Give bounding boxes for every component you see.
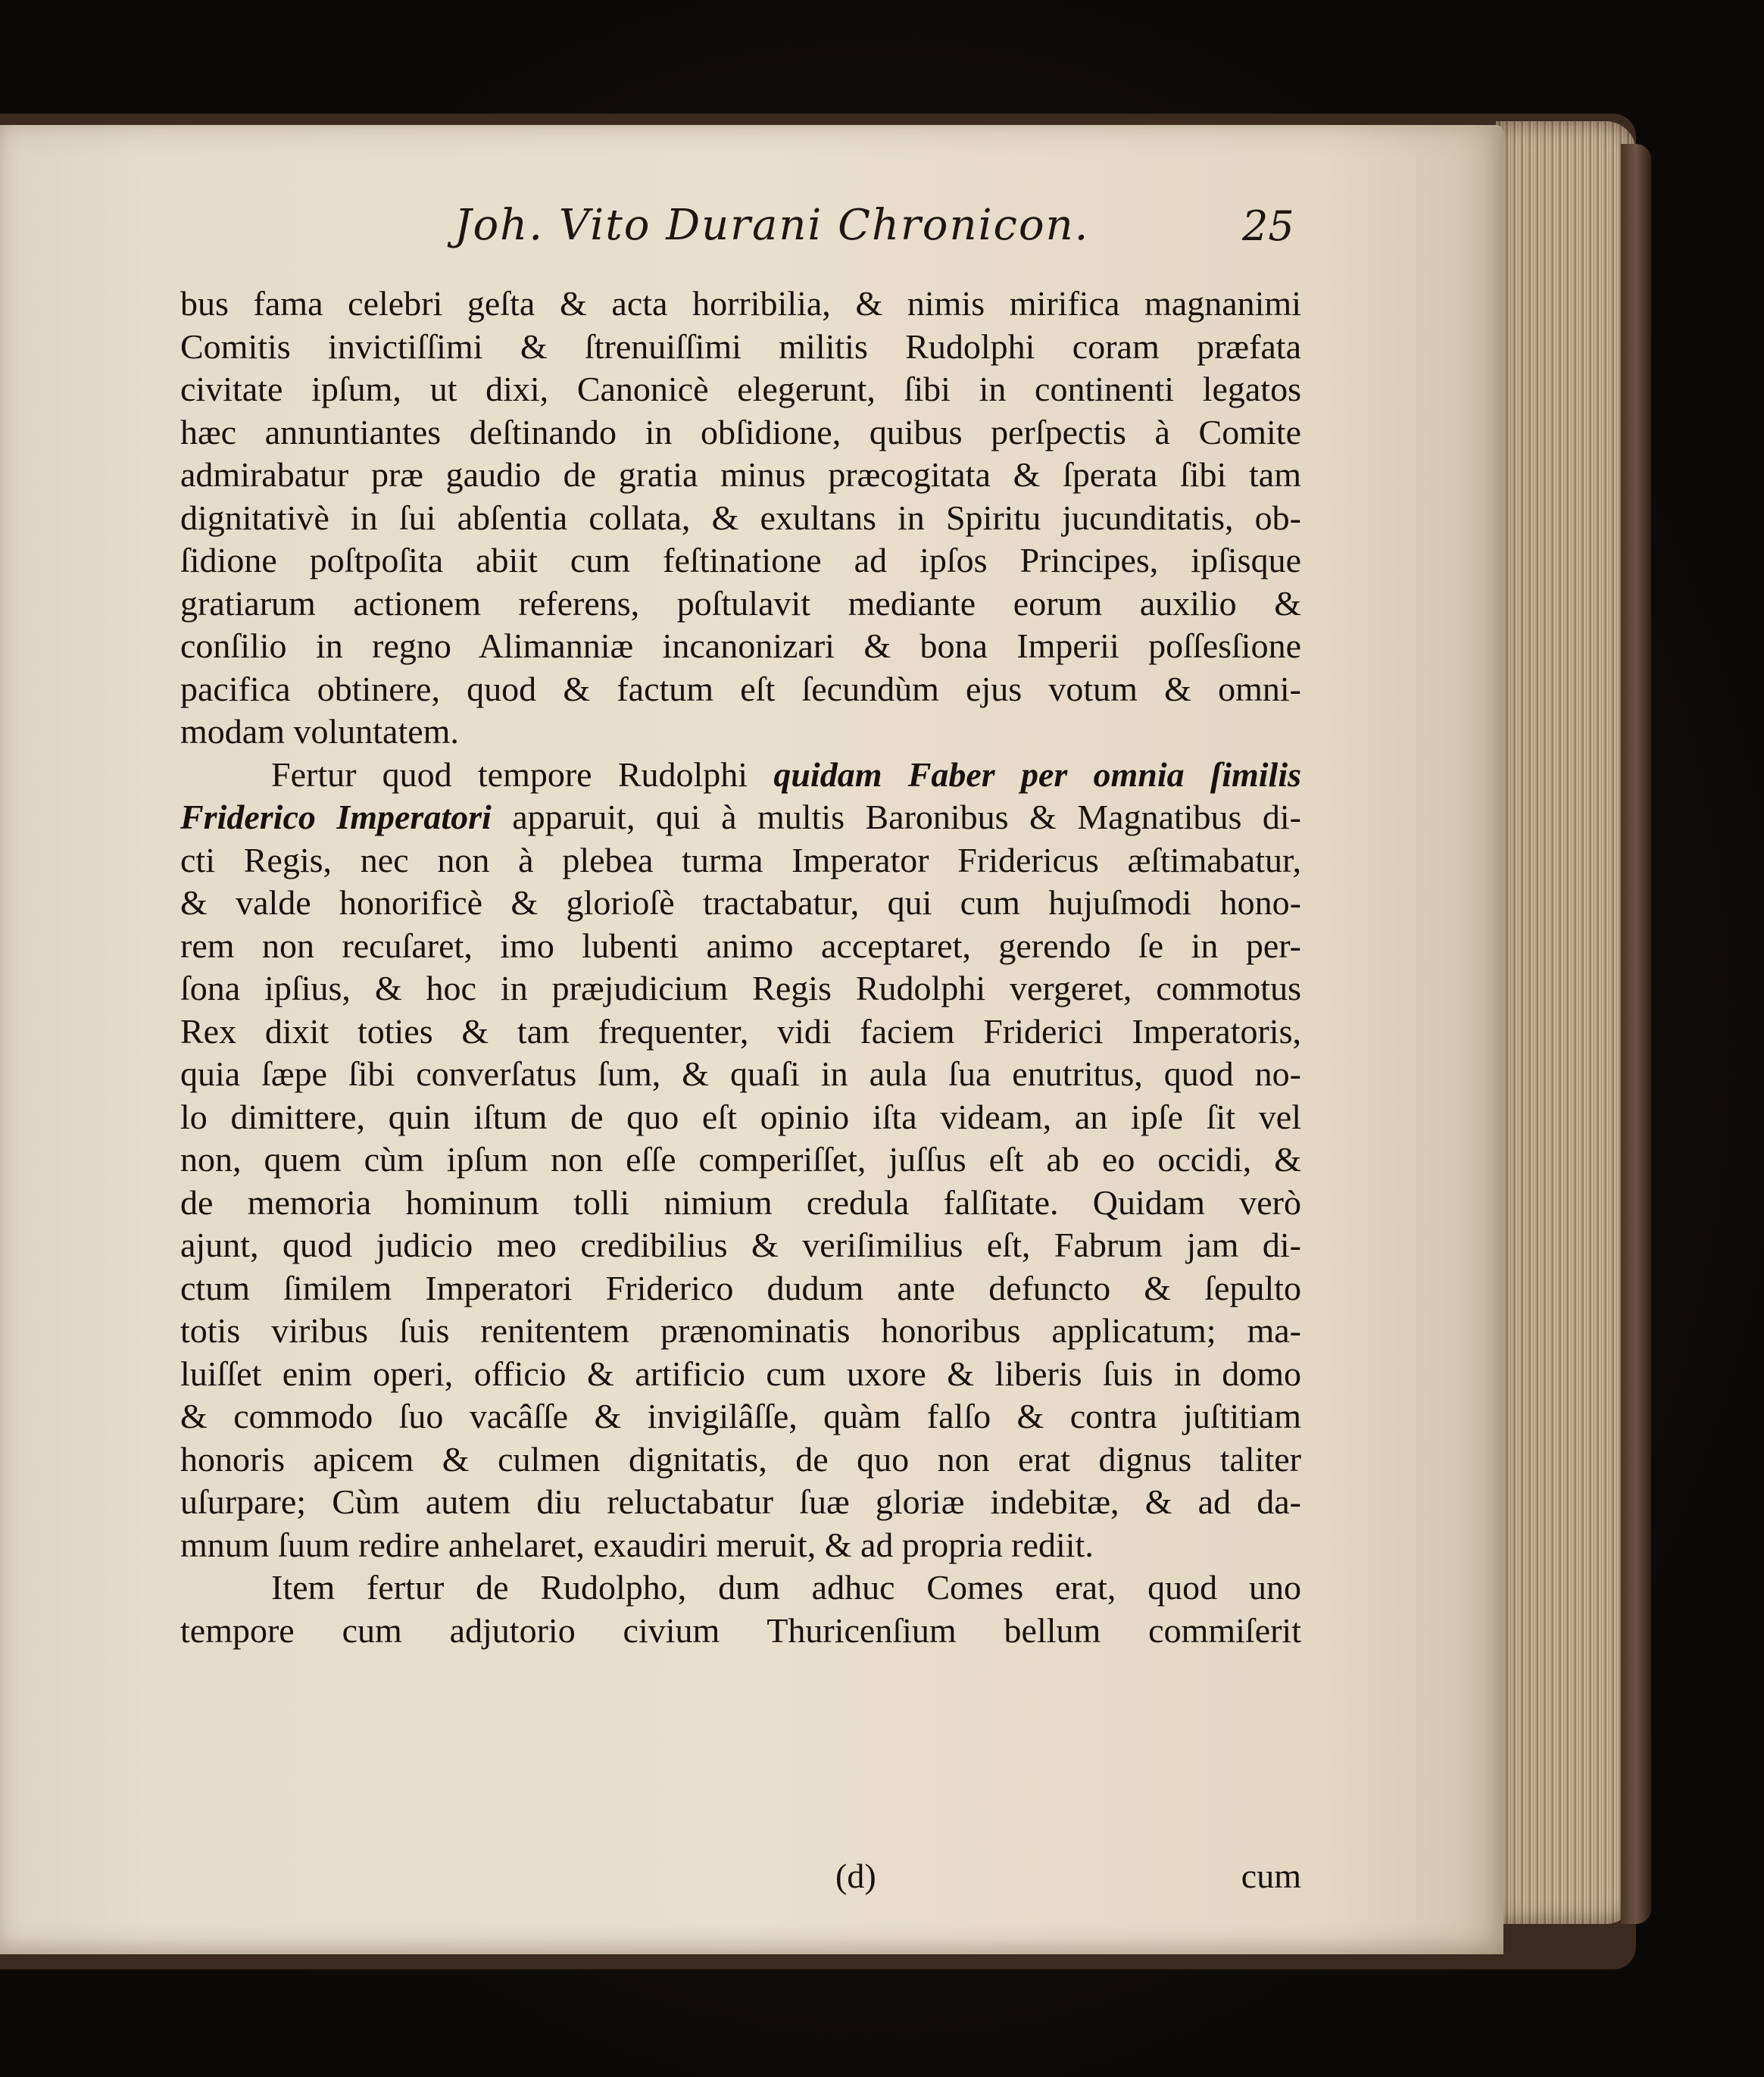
text-run: uſurpare; Cùm autem diu reluctabatur ſuæ gloriæ indebitæ, & ad da- [180, 1482, 1301, 1521]
text-run: ſidione poſtpoſita abiit cum feſtinatione ad ipſos Principes, ipſisque [180, 541, 1301, 579]
text-line [180, 582, 1301, 626]
text-line [180, 283, 1301, 326]
text-run: non, quem cùm ipſum non eſſe comperiſſet, juſſus eſt ab eo occidi, & [180, 1140, 1301, 1179]
text-run: Fertur quod tempore Rudolphi [271, 754, 774, 794]
text-run: ctum ſimilem Imperatori Friderico dudum ante defuncto & ſepulto [180, 1268, 1301, 1307]
text-run: apparuit, qui à multis Baronibus & Magnatibus di- [491, 798, 1302, 836]
text-line [180, 368, 1301, 411]
text-run: gratiarum actionem referens, poſtulavit mediante eorum auxilio & [180, 583, 1301, 623]
text-run: hæc annuntiantes deſtinando in obſidione, quibus perſpectis à Comite [180, 412, 1301, 451]
book-spine-edge [1621, 144, 1651, 1924]
text-line [180, 1566, 1301, 1610]
text-line [180, 1481, 1301, 1524]
text-line [180, 925, 1301, 968]
text-run: lo dimittere, quin iſtum de quo eſt opinio iſta videam, an ipſe ſit vel [180, 1097, 1301, 1136]
text-line [180, 1053, 1301, 1096]
text-line [180, 1438, 1301, 1482]
page-edges [1496, 121, 1636, 1924]
text-line [180, 539, 1301, 582]
text-line [180, 1524, 1301, 1567]
text-run: honoris apicem & culmen dignitatis, de quo non erat dignus taliter [180, 1439, 1301, 1479]
text-run: ſona ipſius, & hoc in præjudicium Regis Rudolphi vergeret, commotus [180, 969, 1301, 1007]
text-line [180, 326, 1301, 369]
text-line [180, 497, 1301, 540]
text-run: civitate ipſum, ut dixi, Canonicè elegerunt, ſibi in continenti legatos [180, 370, 1301, 408]
text-run: rem non recuſaret, imo lubenti animo acceptaret, gerendo ſe in per- [180, 926, 1301, 965]
text-run: Rex dixit toties & tam frequenter, vidi faciem Friderici Imperatoris, [180, 1011, 1301, 1051]
text-line [180, 1395, 1301, 1438]
text-line [180, 625, 1301, 668]
text-run: cti Regis, nec non à plebea turma Imperator Fridericus æſtimabatur, [180, 840, 1301, 879]
text-run: ajunt, quod judicio meo credibilius & veriſimilius eſt, Fabrum jam di- [180, 1226, 1301, 1264]
text-run: Comitis invictiſſimi & ſtrenuiſſimi militis Rudolphi coram præfata [180, 326, 1301, 366]
text-line [180, 1182, 1301, 1225]
text-run: conſilio in regno Alimanniæ incanonizari & bona Imperii poſſesſione [180, 626, 1301, 665]
body-text [180, 283, 1301, 1652]
text-run: bus fama celebri geſta & acta horribilia, & nimis mirifica magnanimi [180, 284, 1301, 323]
text-line [180, 454, 1301, 497]
text-line [180, 796, 1301, 839]
text-run: totis viribus ſuis renitentem prænominatis honoribus applicatum; ma- [180, 1311, 1301, 1350]
text-run: modam voluntatem. [180, 712, 459, 751]
footer-line [180, 1856, 1301, 1898]
text-run: pacifica obtinere, quod & factum eſt ſecundùm ejus votum & omni- [180, 669, 1301, 708]
text-line [180, 711, 1301, 754]
text-run: quia ſæpe ſibi converſatus ſum, & quaſi in aula ſua enutritus, quod no- [180, 1054, 1301, 1093]
text-run: luiſſet enim operi, officio & artificio cum uxore & liberis ſuis in domo [180, 1354, 1301, 1393]
text-line [180, 754, 1301, 797]
text-run: mnum ſuum redire anhelaret, exaudiri meruit, & ad propria rediit. [180, 1525, 1094, 1564]
text-run: tempore cum adjutorio civium Thuricenſium bellum commiſerit [180, 1610, 1301, 1650]
catchword: cum [1241, 1857, 1301, 1895]
text-line [180, 1224, 1301, 1267]
italic-text-run: Friderico Imperatori [180, 798, 492, 836]
text-line [180, 411, 1301, 454]
text-line [180, 1138, 1301, 1182]
text-run: Item fertur de Rudolpho, dum adhuc Comes erat, quod uno [271, 1568, 1301, 1607]
text-run: dignitativè in ſui abſentia collata, & exultans in Spiritu jucunditatis, ob- [180, 498, 1301, 537]
text-line [180, 1010, 1301, 1054]
text-line [180, 668, 1301, 711]
text-line [180, 1267, 1301, 1310]
text-line [180, 839, 1301, 882]
page-number: 25 [1242, 202, 1294, 250]
text-run: & commodo ſuo vacâſſe & invigilâſſe, quàm falſo & contra juſtitiam [180, 1397, 1301, 1435]
text-run: & valde honorificè & glorioſè tractabatur, qui cum hujuſmodi hono- [180, 883, 1301, 922]
signature-mark: (d) [835, 1857, 876, 1895]
text-line [180, 882, 1301, 925]
italic-text-run: quidam Faber per omnia ſimilis [773, 754, 1301, 794]
text-line [180, 1096, 1301, 1139]
text-line [180, 1610, 1301, 1653]
running-head: Joh. Vito Durani Chronicon. [454, 201, 1090, 250]
text-line [180, 1353, 1301, 1396]
text-line [180, 967, 1301, 1010]
text-run: de memoria hominum tolli nimium credula falſitate. Quidam verò [180, 1182, 1301, 1222]
book-page [0, 125, 1503, 1954]
text-line [180, 1310, 1301, 1353]
text-run: admirabatur præ gaudio de gratia minus præcogitata & ſperata ſibi tam [180, 455, 1301, 494]
